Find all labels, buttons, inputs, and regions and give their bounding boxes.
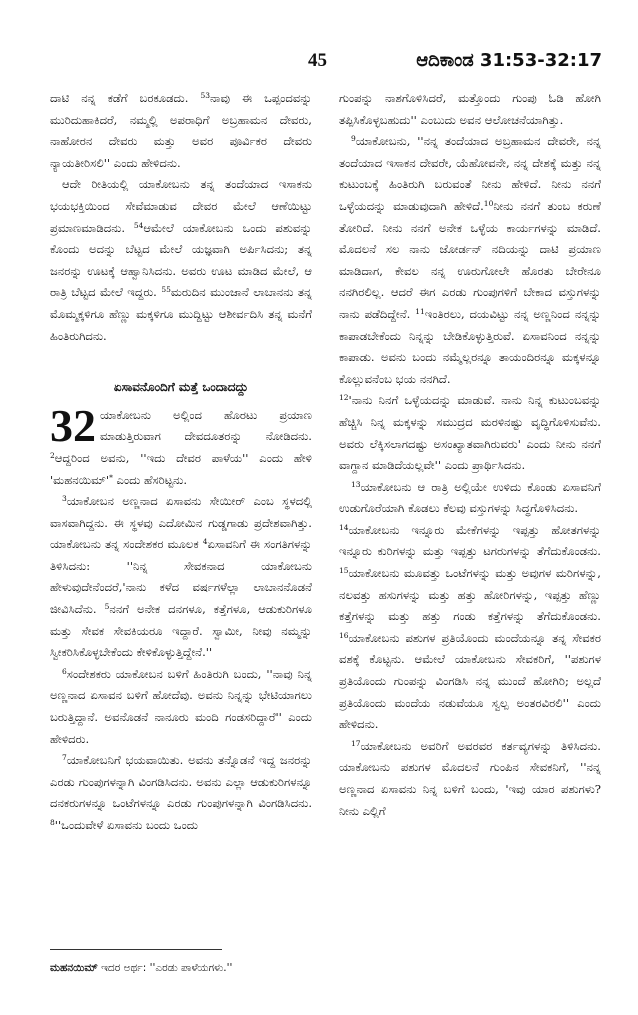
verse-number: 2 [50, 450, 55, 460]
paragraph [50, 88, 312, 174]
page-number: 45 [308, 50, 327, 71]
section-heading: ಏಸಾವನೊಂದಿಗೆ ಮತ್ತೆ ಒಂದಾದದ್ದು [113, 380, 249, 395]
text: ನನಗೆ ಅನೇಕ ದನಗಳೂ, ಕತ್ತೆಗಳೂ, ಆಡುಕುರಿಗಳೂ ಮತ್ತು ಸೇವಕ ಸೇವಕಿಯರೂ ಇದ್ದಾರೆ. ಸ್ವಾಮೀ, ನೀವು ನಮ್ಮನ್ನು ಸ್ವೀಕರಿಸಿಕೊಳ್ಳಬೇಕೆಂದು ಕೇಳಿಕೊಳ್ಳುತ್ತಿದ್ದೇನೆ.'' [50, 602, 312, 660]
text: ಆದ್ದರಿಂದ ಅವನು, ''ಇದು ದೇವರ ಪಾಳೆಯ'' ಎಂದು ಹೇಳಿ 'ಮಹನಯಿಮ್' [50, 450, 312, 487]
paragraph [339, 520, 601, 736]
text: ಯಾಕೋಬನು ಪಶುಗಳ ಪ್ರತಿಯೊಂದು ಮಂದೆಯನ್ನೂ ತನ್ನ ಸೇವಕರ ವಶಕ್ಕೆ ಕೊಟ್ಟನು. ಆಮೇಲೆ ಯಾಕೋಬನು ಸೇವಕರಿಗೆ, ''ಪಶುಗಳ ಪ್ರತಿಯೊಂದು ಗುಂಪನ್ನು ವಿಂಗಡಿಸಿ ನನ್ನ ಮುಂದೆ ಹೋಗಿರಿ; ಅಲ್ಲದೆ ಪ್ರತಿಯೊಂದು ಮಂದೆಯ ನಡುವೆಯೂ ಸ್ವಲ್ಪ ಅಂತರವಿರಲಿ'' ಎಂದು ಹೇಳಿದನು. [339, 630, 601, 732]
text: ಮರುದಿನ ಮುಂಜಾನೆ ಲಾಬಾನನು ತನ್ನ ಮೊಮ್ಮಕ್ಕಳಿಗೂ ಹೆಣ್ಣು ಮಕ್ಕಳಿಗೂ ಮುದ್ದಿಟ್ಟು ಆಶೀರ್ವದಿಸಿ ತನ್ನ ಮನೆಗೆ ಹಿಂತಿರುಗಿದನು. [50, 285, 312, 343]
footnote-text: ಇದರ ಅರ್ಥ: ''ಎರಡು ಪಾಳೆಯಗಳು.'' [97, 962, 233, 974]
text: 'ನಾನು ನಿನಗೆ ಒಳ್ಳೆಯದನ್ನು ಮಾಡುವೆ. ನಾನು ನಿನ್ನ ಕುಟುಂಬವನ್ನು ಹೆಚ್ಚಿಸಿ ನಿನ್ನ ಮಕ್ಕಳನ್ನು ಸಮುದ್ರದ ಮರಳಿನಷ್ಟು ವೃದ್ಧಿಗೊಳಿಸುವೆನು. ಅವರು ಲೆಕ್ಕಿಸಲಾಗದಷ್ಟು ಅಸಂಖ್ಯಾತವಾಗಿರುವರು' ಎಂದು ನೀನು ನನಗೆ ವಾಗ್ದಾನ ಮಾಡಿದೆಯಲ್ಲವೇ'' ಎಂದು ಪ್ರಾರ್ಥಿಸಿದನು. [339, 393, 601, 473]
footnote-term: ಮಹನಯಿಮ್ [50, 962, 98, 974]
text: ಯಾಕೋಬನಿಗೆ ಭಯವಾಯಿತು. ಅವನು ತನ್ನೊಡನೆ ಇದ್ದ ಜನರನ್ನು ಎರಡು ಗುಂಪುಗಳನ್ನಾಗಿ ವಿಂಗಡಿಸಿದನು. ಅವನು ಎಲ್ಲಾ ಆಡುಕುರಿಗಳನ್ನೂ ದನಕರುಗಳನ್ನೂ ಒಂಟೆಗಳನ್ನೂ ಎರಡು ಗುಂಪುಗಳನ್ನಾಗಿ ವಿಂಗಡಿಸಿದನು. [50, 753, 312, 811]
chapter-number: 32 [50, 399, 96, 451]
verse-number: 14 [339, 522, 349, 532]
text: ದಾಟಿ ನನ್ನ ಕಡೆಗೆ ಬರಕೂಡದು. [50, 91, 189, 105]
paragraph [339, 88, 601, 131]
paragraph [50, 491, 312, 664]
verse-number: 11 [415, 306, 425, 316]
page-header [0, 50, 638, 80]
text: ಆಮೇಲೆ ಯಾಕೋಬನು ಒಂದು ಪಶುವನ್ನು ಕೊಂದು ಅದನ್ನು ಬೆಟ್ಟದ ಮೇಲೆ ಯಜ್ಞವಾಗಿ ಅರ್ಪಿಸಿದನು; ತನ್ನ ಜನರನ್ನು ಊಟಕ್ಕೆ ಆಹ್ವಾನಿಸಿದನು. ಅವರು ಊಟ ಮಾಡಿದ ಮೇಲೆ, ಆ ರಾತ್ರಿ ಬೆಟ್ಟದ ಮೇಲೆ ಇದ್ದರು. [50, 220, 313, 300]
verse-number: 16 [339, 630, 349, 640]
text: ನಾವು ಈ ಒಪ್ಪಂದವನ್ನು ಮುರಿದುಹಾಕಿದರೆ, ನಮ್ಮಲ್ಲಿ ಅಪರಾಧಿಗೆ ಅಬ್ರಹಾಮನ ದೇವರು, ನಾಹೋರನ ದೇವರು ಮತ್ತು ಅವರ ಪೂರ್ವಿಕರ ದೇವರು ನ್ಯಾಯತೀರಿಸಲಿ'' ಎಂದು ಹೇಳಿದನು. [50, 91, 313, 170]
paragraph [339, 131, 601, 390]
verse-number: 9 [351, 134, 356, 144]
paragraph [339, 736, 601, 822]
verse-number: 54 [133, 220, 144, 230]
verse-number: 6 [62, 666, 67, 676]
verse-number: 7 [62, 753, 67, 763]
verse-number: 5 [104, 602, 110, 612]
paragraph [50, 174, 312, 347]
verse-number: 15 [339, 566, 349, 576]
text: ಯಾಕೋಬನ ಅಣ್ಣನಾದ ಏಸಾವನು ಸೇಯೀರ್ ಎಂಬ ಸ್ಥಳದಲ್ಲಿ ವಾಸವಾಗಿದ್ದನು. ಈ ಸ್ಥಳವು ಎದೋಮಿನ ಗುಡ್ಡಗಾಡು ಪ್ರದೇಶವಾಗಿತ್ತು. ಯಾಕೋಬನು ತನ್ನ ಸಂದೇಶಕರ ಮೂಲಕ [50, 494, 312, 552]
left-column [50, 88, 312, 837]
verse-number: 17 [351, 738, 361, 748]
footnote-marker[interactable]: * [109, 472, 113, 482]
text: ಯಾಕೋಬನು ಮೂವತ್ತು ಒಂಟೆಗಳನ್ನು ಮತ್ತು ಅವುಗಳ ಮರಿಗಳನ್ನು, ನಲವತ್ತು ಹಸುಗಳನ್ನು ಮತ್ತು ಹತ್ತು ಹೋರಿಗಳನ್ನು, ಇಪ್ಪತ್ತು ಹೆಣ್ಣು ಕತ್ತೆಗಳನ್ನು ಮತ್ತು ಹತ್ತು ಗಂಡು ಕತ್ತೆಗಳನ್ನು ತೆಗೆದುಕೊಂಡನು. [339, 566, 601, 624]
text: ಸಂದೇಶಕರು ಯಾಕೋಬನ ಬಳಿಗೆ ಹಿಂತಿರುಗಿ ಬಂದು, ''ನಾವು ನಿನ್ನ ಅಣ್ಣನಾದ ಏಸಾವನ ಬಳಿಗೆ ಹೋದೆವು. ಅವನು ನಿನ್ನನ್ನು ಭೇಟಿಯಾಗಲು ಬರುತ್ತಿದ್ದಾನೆ. ಅವನೊಡನೆ ನಾನೂರು ಮಂದಿ ಗಂಡಸರಿದ್ದಾರೆ'' ಎಂದು ಹೇಳಿದರು. [50, 666, 312, 746]
text: ನೀನು ನನಗೆ ತುಂಬ ಕರುಣೆ ತೋರಿದೆ. ನೀನು ನನಗೆ ಅನೇಕ ಒಳ್ಳೆಯ ಕಾರ್ಯಗಳನ್ನು ಮಾಡಿದೆ. ಮೊದಲನೆ ಸಲ ನಾನು ಜೋರ್ಡನ್ ನದಿಯನ್ನು ದಾಟಿ ಪ್ರಯಾಣ ಮಾಡಿದಾಗ, ಕೇವಲ ನನ್ನ ಊರುಗೋಲೇ ಹೊರತು ಬೇರೇನೂ ನನಗಿರಲಿಲ್ಲ. ಆದರೆ ಈಗ ಎರಡು ಗುಂಪುಗಳಿಗೆ ಬೇಕಾದ ವಸ್ತುಗಳನ್ನು ನಾನು ಪಡೆದಿದ್ದೇನೆ. [339, 198, 601, 321]
footnote [50, 962, 232, 975]
verse-number: 4 [202, 537, 208, 547]
verse-number: 53 [200, 91, 210, 100]
text: ಆದೇ ರೀತಿಯಲ್ಲಿ ಯಾಕೋಬನು ತನ್ನ ತಂದೆಯಾದ ಇಸಾಕನು ಭಯಭಕ್ತಿಯಿಂದ ಸೇವೆಮಾಡುವ ದೇವರ ಮೇಲೆ ಆಣೆಯಿಟ್ಟು ಪ್ರಮಾಣಮಾಡಿದನು. [50, 177, 312, 235]
right-column [339, 88, 601, 822]
text: ಯಾಕೋಬನು, ''ನನ್ನ ತಂದೆಯಾದ ಅಬ್ರಹಾಮನ ದೇವರೇ, ನನ್ನ ತಂದೆಯಾದ ಇಸಾಕನ ದೇವರೇ, ಯೆಹೋವನೇ, ನನ್ನ ದೇಶಕ್ಕೆ ಮತ್ತು ನನ್ನ ಕುಟುಂಬಕ್ಕೆ ಹಿಂತಿರುಗಿ ಬರುವಂತೆ ನೀನು ಹೇಳಿದೆ. ನೀನು ನನಗೆ ಒಳ್ಳೆಯದನ್ನು ಮಾಡುವುದಾಗಿ ಹೇಳಿದೆ. [339, 134, 601, 213]
text: ಯಾಕೋಬನು ಅವರಿಗೆ ಅವರವರ ಕರ್ತವ್ಯಗಳನ್ನು ತಿಳಿಸಿದನು. ಯಾಕೋಬನು ಪಶುಗಳ ಮೊದಲನೆ ಗುಂಪಿನ ಸೇವಕನಿಗೆ, ''ನನ್ನ ಅಣ್ಣನಾದ ಏಸಾವನು ನಿನ್ನ ಬಳಿಗೆ ಬಂದು, 'ಇವು ಯಾರ ಪಶುಗಳು? ನೀನು ಎಲ್ಲಿಗೆ [339, 738, 601, 818]
paragraph [339, 477, 601, 520]
verse-number: 8 [50, 818, 55, 827]
verse-number: 13 [351, 479, 361, 489]
verse-number: 12 [339, 393, 349, 403]
verse-number: 10 [483, 198, 494, 208]
chapter-paragraph [50, 399, 312, 491]
text: ಯಾಕೋಬನು ಆ ರಾತ್ರಿ ಅಲ್ಲಿಯೇ ಉಳಿದು ಕೊಂಡು ಏಸಾವನಿಗೆ ಉಡುಗೊರೆಯಾಗಿ ಕೊಡಲು ಕೆಲವು ವಸ್ತುಗಳನ್ನು ಸಿದ್ಧಗೊಳಿಸಿದನು. [339, 479, 601, 516]
paragraph [339, 390, 601, 476]
verse-number: 55 [161, 285, 171, 295]
text: ಯಾಕೋಬನು ಇನ್ನೂರು ಮೇಕೆಗಳನ್ನು ಇಪ್ಪತ್ತು ಹೋತಗಳನ್ನು ಇನ್ನೂರು ಕುರಿಗಳನ್ನು ಮತ್ತು ಇಪ್ಪತ್ತು ಟಗರುಗಳನ್ನು ತೆಗೆದುಕೊಂಡನು. [339, 522, 601, 559]
text: ಏಸಾವನಿಗೆ ಈ ಸಂಗತಿಗಳನ್ನು ತಿಳಿಸಿದನು: ''ನಿನ್ನ ಸೇವಕನಾದ ಯಾಕೋಬನು ಹೇಳುವುದೇನೆಂದರೆ,'ನಾನು ಕಳೆದ ವರ್ಷಗಳೆಲ್ಲಾ ಲಾಬಾನನೊಡನೆ ಜೀವಿಸಿದೆನು. [50, 537, 313, 617]
text: ಎಂದು ಹೆಸರಿಟ್ಟನು. [112, 472, 188, 487]
paragraph [50, 664, 312, 750]
text: ಗುಂಪನ್ನು ನಾಶಗೊಳಿಸಿದರೆ, ಮತ್ತೊಂದು ಗುಂಪು ಓಡಿ ಹೋಗಿ ತಪ್ಪಿಸಿಕೊಳ್ಳಬಹುದು'' ಎಂಬುದು ಅವನ ಆಲೋಚನೆಯಾಗಿತ್ತು. [339, 91, 601, 127]
footnote-divider [50, 949, 222, 950]
text: ಇಂತಿರಲು, ದಯವಿಟ್ಟು ನನ್ನ ಅಣ್ಣನಿಂದ ನನ್ನನ್ನು ಕಾಪಾಡಬೇಕೆಂದು ನಿನ್ನನ್ನು ಬೇಡಿಕೊಳ್ಳುತ್ತಿರುವೆ. ಏಸಾವನಿಂದ ನನ್ನನ್ನು ಕಾಪಾಡು. ಅವನು ಬಂದು ನಮ್ಮೆಲ್ಲರನ್ನೂ ತಾಯಂದಿರನ್ನೂ ಮಕ್ಕಳನ್ನೂ ಕೊಲ್ಲುವನೆಂಬ ಭಯ ನನಗಿದೆ. [339, 306, 601, 386]
paragraph [50, 750, 312, 836]
text: ಯಾಕೋಬನು ಅಲ್ಲಿಂದ ಹೊರಟು ಪ್ರಯಾಣ ಮಾಡುತ್ತಿರುವಾಗ ದೇವದೂತರನ್ನು ನೋಡಿದನು. [100, 407, 312, 444]
verse-number: 3 [62, 494, 67, 504]
text: ''ಒಂದುವೇಳೆ ಏಸಾವನು ಬಂದು ಒಂದು [54, 818, 198, 832]
running-head: ಆದಿಕಾಂಡ 31:53-32:17 [416, 50, 602, 71]
